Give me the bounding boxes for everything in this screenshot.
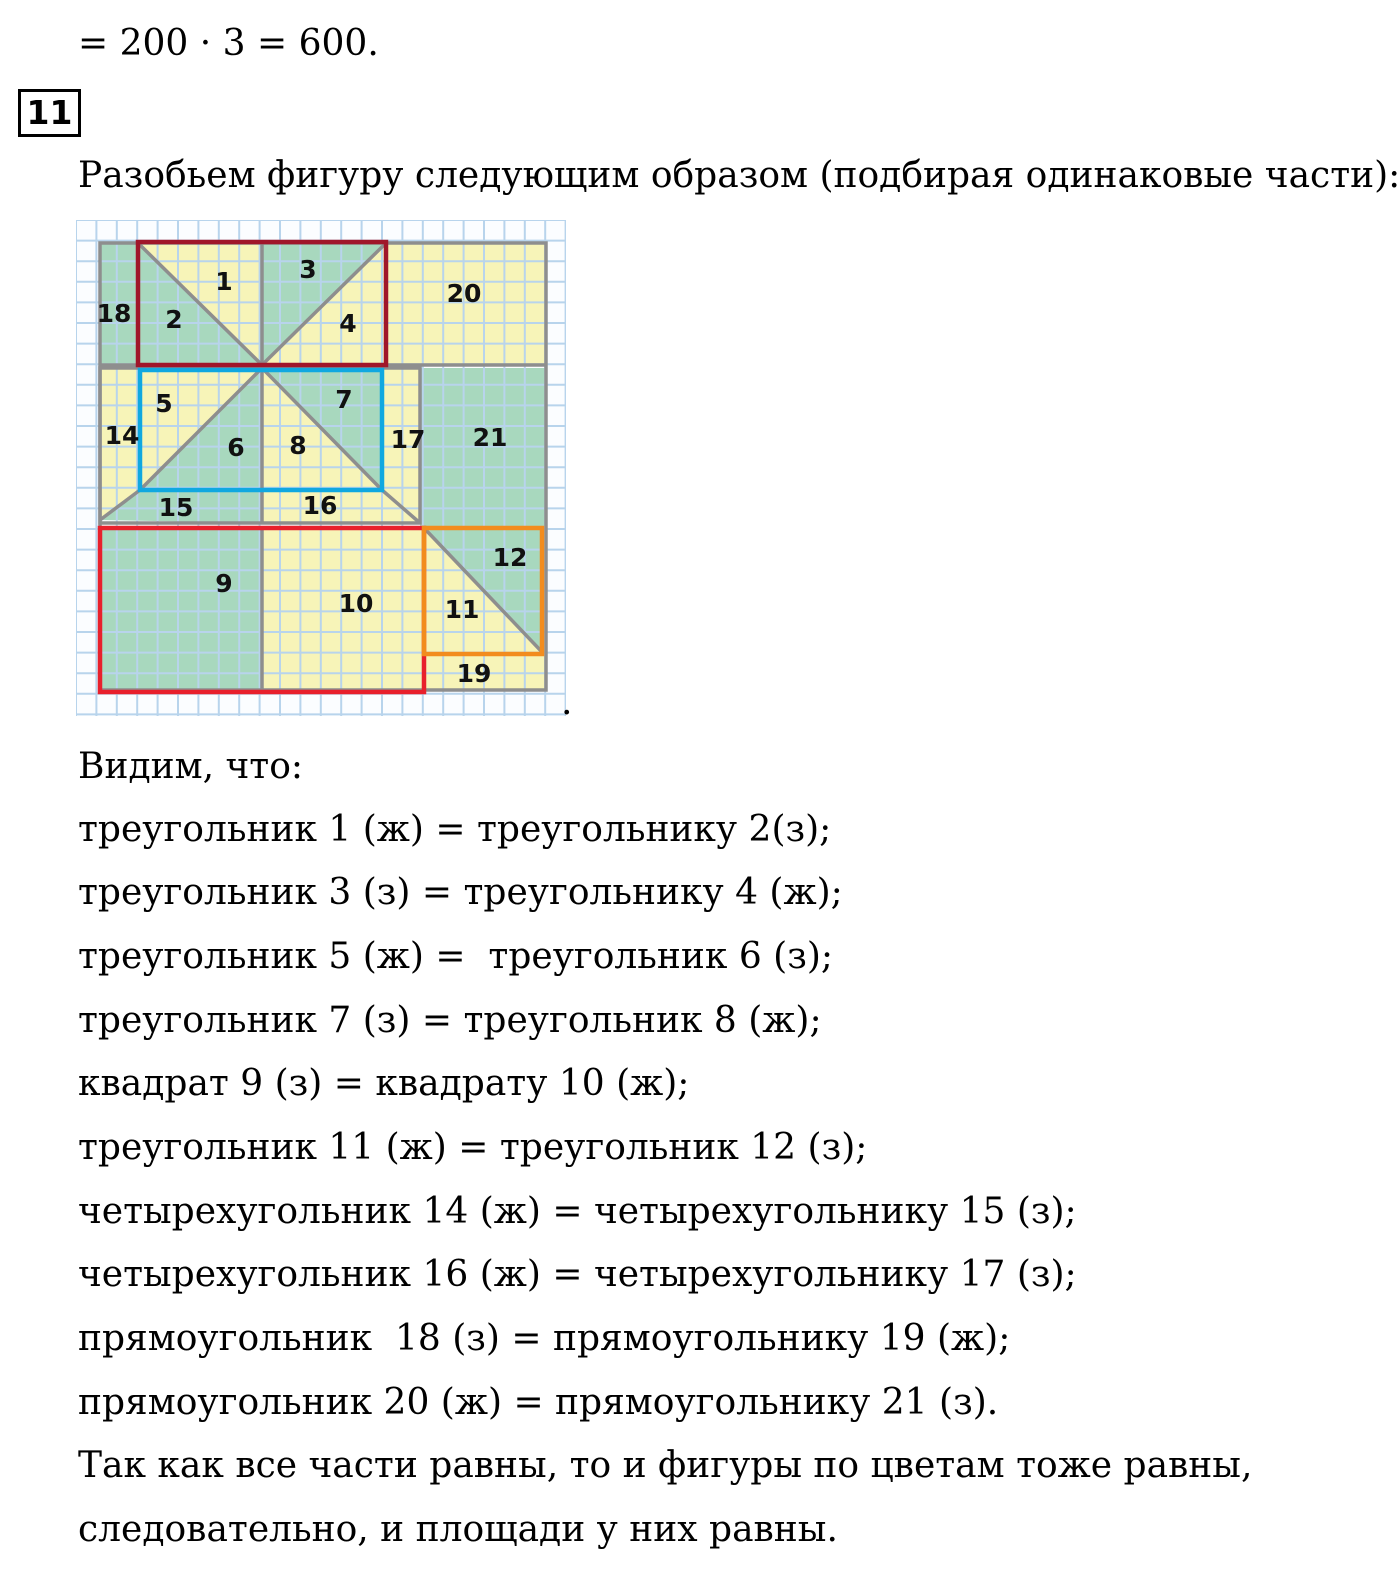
piece-label-9: 9 xyxy=(215,569,233,598)
piece-label-12: 12 xyxy=(492,543,528,572)
text-line: Так как все части равны, то и фигуры по цветам тоже равны, xyxy=(78,1445,1253,1486)
text-line: треугольник 3 (з) = треугольнику 4 (ж); xyxy=(78,872,843,913)
piece-label-5: 5 xyxy=(155,389,173,418)
piece-label-17: 17 xyxy=(390,425,426,454)
piece-label-1: 1 xyxy=(215,267,233,296)
text-line: треугольник 11 (ж) = треугольник 12 (з); xyxy=(78,1127,868,1168)
text-line: четырехугольник 14 (ж) = четырехугольнику 15 (з); xyxy=(78,1191,1077,1232)
piece-label-11: 11 xyxy=(444,595,480,624)
piece-label-7: 7 xyxy=(335,385,353,414)
text-line: квадрат 9 (з) = квадрату 10 (ж); xyxy=(78,1063,690,1104)
text-line: четырехугольник 16 (ж) = четырехугольнику 17 (з); xyxy=(78,1254,1077,1295)
text-line: следовательно, и площади у них равны. xyxy=(78,1509,838,1550)
piece-label-8: 8 xyxy=(289,431,307,460)
intro-text: Разобьем фигуру следующим образом (подбирая одинаковые части): xyxy=(78,155,1400,196)
piece-label-19: 19 xyxy=(456,659,492,688)
piece-label-21: 21 xyxy=(472,423,508,452)
partition-figure xyxy=(76,220,566,716)
text-line: треугольник 5 (ж) = треугольник 6 (з); xyxy=(78,936,834,977)
piece-label-18: 18 xyxy=(96,299,132,328)
piece-label-10: 10 xyxy=(338,589,374,618)
text-line: прямоугольник 20 (ж) = прямоугольнику 21 (з). xyxy=(78,1382,999,1423)
piece-label-20: 20 xyxy=(446,279,482,308)
figure-period: . xyxy=(561,682,573,723)
text-line: Видим, что: xyxy=(78,746,304,787)
header-equation: = 200 · 3 = 600. xyxy=(78,23,379,64)
piece-label-3: 3 xyxy=(299,255,317,284)
piece-label-16: 16 xyxy=(302,491,338,520)
piece-label-2: 2 xyxy=(165,305,183,334)
piece-label-14: 14 xyxy=(104,421,140,450)
piece-label-6: 6 xyxy=(227,433,245,462)
text-line: прямоугольник 18 (з) = прямоугольнику 19 (ж); xyxy=(78,1318,1011,1359)
piece-label-15: 15 xyxy=(158,493,194,522)
text-line: треугольник 1 (ж) = треугольнику 2(з); xyxy=(78,809,832,850)
text-line: треугольник 7 (з) = треугольник 8 (ж); xyxy=(78,1000,822,1041)
task-number-box: 11 xyxy=(18,89,81,137)
piece-label-4: 4 xyxy=(339,309,357,338)
